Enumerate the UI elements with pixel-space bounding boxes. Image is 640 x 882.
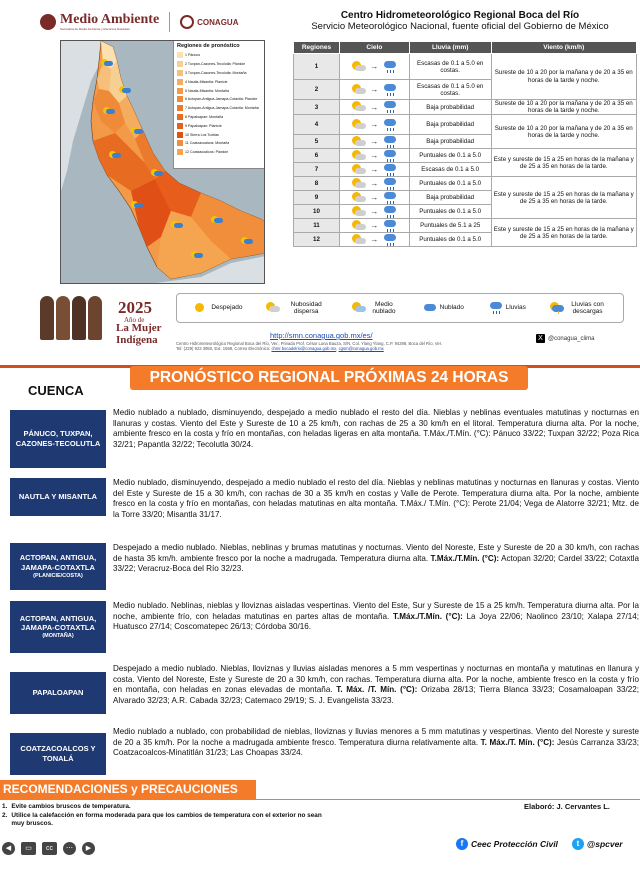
sky-legend bbox=[176, 293, 624, 323]
map-weather-icon bbox=[171, 221, 183, 230]
partly-cloudy-icon bbox=[351, 61, 367, 73]
sun-icon bbox=[192, 302, 208, 314]
twitter-link[interactable] bbox=[572, 838, 623, 850]
map-legend-row bbox=[177, 121, 262, 130]
regions-forecast-table bbox=[293, 41, 637, 247]
map-legend-row bbox=[177, 86, 262, 95]
legend-swatch bbox=[177, 123, 183, 129]
rain-icon bbox=[381, 178, 397, 190]
map-weather-icon bbox=[103, 107, 115, 116]
rain-value: Baja probabilidad bbox=[409, 191, 491, 205]
contact-address bbox=[176, 341, 536, 352]
wind-value: Este y sureste de 15 a 25 en horas de la mañana y de 25 a 35 en horas de la tarde. bbox=[491, 177, 636, 219]
recommendations-divider bbox=[0, 799, 640, 800]
recommendations-banner: RECOMENDACIONES y PRECAUCIONES bbox=[0, 780, 256, 799]
rain-value: Puntuales de 0.1 a 5.0 bbox=[409, 205, 491, 219]
legend-swatch bbox=[177, 88, 183, 94]
sky-cell bbox=[339, 163, 409, 177]
map-weather-icon bbox=[151, 169, 163, 178]
arrow-right-icon: → bbox=[370, 193, 379, 203]
top-section bbox=[0, 0, 640, 365]
arrow-right-icon: → bbox=[370, 207, 379, 217]
forecast-text: Despejado a medio nublado. Nieblas, lloviznas y lluvias aisladas menores a 5 mm vespertinas y nocturnas en montaña y matutinas en llanura y costa. Viento del Noreste, Este y Sureste de 20 a 30 km/h, con rachas. Temperatura diurna alta. Por la noche, ambiente fresco en la costa y frío en montaña, con heladas en zonas elevadas de montaña. T. Máx. /T. Mín. (°C): Orizaba 28/13; Tierra Blanca 33/23; Cosamaloapan 33/22; Alvarado 32/23; A.R. Cabada 32/23; Catemaco 29/19; S. J. Evangelista 33/23. bbox=[113, 664, 639, 706]
medio-ambiente-logo-text: Medio Ambiente bbox=[60, 12, 160, 27]
legend-label: Despejado bbox=[211, 304, 243, 312]
sky-cell bbox=[339, 177, 409, 191]
region-number: 6 bbox=[294, 149, 340, 163]
partly-cloudy-icon bbox=[351, 119, 367, 131]
phone-text: Tel: (229) 923 3950, Ext. 1568, Correo Electrónico: bbox=[176, 346, 271, 352]
legend-label: Lluvias con descargas bbox=[571, 300, 604, 315]
regions-map bbox=[60, 40, 265, 284]
center-title: Centro Hidrometeorológico Regional Boca del Río bbox=[340, 10, 580, 21]
recommendations-list bbox=[2, 803, 322, 829]
legend-despejado bbox=[192, 302, 242, 314]
legend-swatch bbox=[177, 105, 183, 111]
map-weather-icon bbox=[211, 216, 223, 225]
table-row bbox=[294, 149, 637, 163]
map-legend-row bbox=[177, 69, 262, 78]
legend-swatch bbox=[177, 140, 183, 146]
legend-region-label: 11 Coatzacoalcos: Montaña bbox=[185, 141, 230, 146]
legend-label: Nubosidad dispersa bbox=[290, 300, 322, 315]
legend-swatch bbox=[177, 61, 183, 67]
rain-icon bbox=[381, 150, 397, 162]
conagua-emblem-icon bbox=[180, 15, 194, 29]
map-legend-row bbox=[177, 139, 262, 148]
legend-label: Medio nublado bbox=[372, 300, 396, 315]
legend-swatch bbox=[177, 70, 183, 76]
fit-page-icon[interactable]: ▭ bbox=[21, 842, 36, 855]
rain-icon bbox=[381, 234, 397, 246]
rain-value: Puntuales de 0.1 a 5.0 bbox=[409, 177, 491, 191]
map-legend-row bbox=[177, 77, 262, 86]
wind-value: Este y sureste de 15 a 25 en horas de la mañana y de 25 a 35 en horas de la tarde. bbox=[491, 219, 636, 247]
legend-swatch bbox=[177, 114, 183, 120]
ano-mujer-indigena-brand bbox=[38, 292, 178, 344]
partly-cloudy-icon bbox=[351, 101, 367, 113]
rain-icon bbox=[381, 220, 397, 232]
legend-lluvias bbox=[487, 302, 526, 314]
twitter-icon: t bbox=[572, 838, 584, 850]
map-weather-icon bbox=[131, 201, 143, 210]
legend-medio-nublado bbox=[351, 301, 398, 315]
rain-value: Puntuales de 5.1 a 25 bbox=[409, 219, 491, 233]
region-number: 2 bbox=[294, 80, 340, 100]
medio-ambiente-logo-subtext: Secretaría de Medio Ambiente y Recursos Naturales bbox=[60, 27, 130, 31]
brand-line-2-3 bbox=[116, 323, 162, 346]
region-number: 1 bbox=[294, 54, 340, 80]
region-number: 7 bbox=[294, 163, 340, 177]
table-row bbox=[294, 54, 637, 80]
conagua-logo bbox=[180, 15, 238, 29]
rain-icon bbox=[381, 101, 397, 113]
sky-cell bbox=[339, 135, 409, 149]
partly-cloudy-icon bbox=[351, 136, 367, 148]
phone-email-line: Tel: (229) 923 3950, Ext. 1568, Correo Electrónico: chmr.bocadelrio@conagua.gob.mx, cgsm@conagua.gob.mx bbox=[176, 346, 384, 352]
cloud-icon bbox=[421, 302, 437, 314]
region-number: 10 bbox=[294, 205, 340, 219]
forecast-text: Medio nublado. Neblinas, nieblas y lloviznas aisladas vespertinas. Viento del Este, Sur y Sureste de 15 a 25 km/h. Temperatura diurna alta. Por la noche, ambiente frío, con heladas matutinas en partes altas de montaña. T.Máx./T.Mín. (°C): La Joya 22/06; Naolinco 23/10; Xalapa 27/14; Huatusco 27/14; Coscomatepec 26/13; Córdoba 30/16. bbox=[113, 601, 639, 632]
logos bbox=[40, 12, 239, 32]
rain-value: Escasas de 0.1 a 5.0 en costas. bbox=[409, 80, 491, 100]
sky-cell bbox=[339, 191, 409, 205]
arrow-right-icon: → bbox=[370, 151, 379, 161]
map-weather-icon bbox=[119, 86, 131, 95]
map-legend-row bbox=[177, 113, 262, 122]
legend-region-label: 10 Sierra Los Tuxtlas bbox=[185, 132, 219, 137]
legend-region-label: 2 Tuxpan-Cazones-Tecolutla: Planicie bbox=[185, 62, 246, 67]
rain-icon bbox=[381, 61, 397, 73]
map-weather-icon bbox=[131, 127, 143, 136]
rain-value: Escasas de 0.1 a 5.0 en costas. bbox=[409, 54, 491, 80]
region-number: 4 bbox=[294, 115, 340, 135]
partly-cloudy-icon bbox=[351, 84, 367, 96]
region-number: 12 bbox=[294, 233, 340, 247]
arrow-right-icon: → bbox=[370, 235, 379, 245]
legend-region-label: 5 Nautla-Misantla: Montaña bbox=[185, 88, 229, 93]
x-logo-icon: X bbox=[536, 334, 545, 343]
map-legend-row bbox=[177, 51, 262, 60]
wind-value: Sureste de 10 a 20 por la mañana y de 20 a 35 en horas de la tarde y noche. bbox=[491, 54, 636, 100]
map-weather-icon bbox=[241, 237, 253, 246]
table-header-regiones: Regiones bbox=[294, 42, 340, 54]
arrow-right-icon: → bbox=[370, 179, 379, 189]
map-legend-row bbox=[177, 95, 262, 104]
partly-cloudy-icon bbox=[351, 192, 367, 204]
arrow-right-icon: → bbox=[370, 62, 379, 71]
partly-cloudy-icon bbox=[351, 220, 367, 232]
legend-region-label: 8 Papaloapan: Montaña bbox=[185, 114, 224, 119]
rain-icon bbox=[381, 164, 397, 176]
legend-region-label: 12 Coatzacoalcos: Planicie bbox=[185, 150, 229, 155]
email-link-1[interactable]: chmr.bocadelrio@conagua.gob.mx bbox=[271, 346, 337, 352]
facebook-icon: f bbox=[456, 838, 468, 850]
cuenca-label: ACTOPAN, ANTIGUA, JAMAPA-COTAXTLA (MONTAÑA) bbox=[10, 601, 106, 653]
legend-nublado bbox=[421, 302, 464, 314]
table-header-viento: Viento (km/h) bbox=[491, 42, 636, 54]
sky-cell bbox=[339, 149, 409, 163]
recommendation-item: 1. Evite cambios bruscos de temperatura. bbox=[2, 803, 131, 810]
legend-swatch bbox=[177, 96, 183, 102]
partly-cloudy-icon bbox=[351, 178, 367, 190]
rain-value: Escasas de 0.1 a 5.0 bbox=[409, 163, 491, 177]
arrow-right-icon: → bbox=[370, 120, 379, 130]
recommendation-item: 2. Utilice la calefacción en forma moderada para que los cambios de temperatura con el exterior no sean muy bruscos. bbox=[2, 811, 322, 828]
legend-region-label: 1 Pánuco bbox=[185, 53, 201, 58]
author-credit: Elaboró: J. Cervantes L. bbox=[524, 802, 610, 811]
partly-cloudy-icon bbox=[351, 150, 367, 162]
table-row bbox=[294, 219, 637, 233]
region-number: 3 bbox=[294, 100, 340, 115]
legend-region-label: 4 Nautla-Misantla: Planicie bbox=[185, 79, 228, 84]
sky-cell bbox=[339, 219, 409, 233]
twitter-label: @spcver bbox=[586, 839, 623, 849]
legend-swatch bbox=[177, 149, 183, 155]
back-icon[interactable]: ◀ bbox=[2, 842, 15, 855]
sky-cell bbox=[339, 54, 409, 80]
region-number: 8 bbox=[294, 177, 340, 191]
forecast-banner-title: PRONÓSTICO REGIONAL PRÓXIMAS 24 HORAS bbox=[130, 366, 528, 390]
header-title-block bbox=[310, 10, 610, 32]
table-row bbox=[294, 177, 637, 191]
rain-value: Puntuales de 0.1 a 5.0 bbox=[409, 149, 491, 163]
cuenca-heading: CUENCA bbox=[28, 383, 84, 398]
rain-icon bbox=[487, 302, 503, 314]
map-weather-icon bbox=[101, 59, 113, 68]
map-legend-row bbox=[177, 104, 262, 113]
region-number: 9 bbox=[294, 191, 340, 205]
legend-swatch bbox=[177, 52, 183, 58]
arrow-right-icon: → bbox=[370, 137, 379, 147]
cuenca-label: NAUTLA Y MISANTLA bbox=[10, 478, 106, 516]
legend-swatch bbox=[177, 79, 183, 85]
table-row bbox=[294, 115, 637, 135]
region-number: 5 bbox=[294, 135, 340, 149]
map-weather-icon bbox=[109, 151, 121, 160]
conagua-logo-text: CONAGUA bbox=[197, 17, 239, 27]
table-header-cielo: Cielo bbox=[339, 42, 409, 54]
rain-icon bbox=[381, 206, 397, 218]
map-legend bbox=[173, 41, 265, 169]
map-legend-title: Regiones de pronóstico bbox=[177, 43, 240, 49]
rain-icon bbox=[381, 119, 397, 131]
cuenca-label: PÁNUCO, TUXPAN, CAZONES-TECOLUTLA bbox=[10, 410, 106, 468]
legend-lluvias-con-descargas bbox=[549, 301, 608, 315]
wind-value: Sureste de 10 a 20 por la mañana y de 20 a 35 en horas de la tarde y noche. bbox=[491, 100, 636, 115]
brand-line-1: Año de bbox=[124, 316, 145, 324]
forecast-text: Medio nublado, disminuyendo, despejado a medio nublado el resto del día. Nieblas y neblinas matutinas y nocturnas en llanuras y costas. Viento del Este y Sureste de 15 a 30 km/h, con rachas de 30 a 35 km/h en costas y Valle de Perote. Temperatura diurna alta. Por la noche, ambiente fresco en la costa y frío en montañas, con heladas matutinas en alta montaña. T.Máx./ T.Mín. (°C): Perote 21/04; Vega de Alatorre 32/21; Mtz. de la Torre 33/20; Misantla 31/17. bbox=[113, 478, 639, 520]
facebook-label: Ceec Protección Civil bbox=[471, 839, 558, 849]
brand-year: 2025 bbox=[118, 298, 152, 317]
legend-nubosidad-dispersa bbox=[265, 301, 328, 315]
brand-line-3: Indígena bbox=[116, 333, 158, 346]
rain-value: Puntuales de 0.1 a 5.0 bbox=[409, 233, 491, 247]
region-number: 11 bbox=[294, 219, 340, 233]
wind-value: Este y sureste de 15 a 25 en horas de la mañana y de 25 a 35 en horas de la tarde. bbox=[491, 149, 636, 177]
medio-ambiente-logo bbox=[40, 13, 159, 31]
forecast-text: Medio nublado a nublado, con probabilidad de nieblas, lloviznas y lluvias menores a 5 mm matutinas y vespertinas. Viento del Noreste y sureste de 20 a 35 km/h. Por la noche a madrugada ambiente fresco. Temperatura diurna relativamente alta. T. Máx./T. Mín. (°C): Jesús Carranza 33/23; Coatzacoalcos-Minatitlán 31/23; Las Choapas 33/24. bbox=[113, 727, 639, 758]
indigenous-women-illustration bbox=[38, 292, 108, 344]
email-link-2[interactable]: cgsm@conagua.gob.mx bbox=[338, 346, 384, 352]
storm-icon bbox=[549, 302, 565, 314]
x-handle-text: @conagua_clima bbox=[548, 335, 595, 342]
legend-region-label: 9 Papaloapan: Planicie bbox=[185, 123, 222, 128]
map-weather-icon bbox=[191, 251, 203, 260]
sky-cell bbox=[339, 205, 409, 219]
partly-cloudy-icon bbox=[351, 206, 367, 218]
table-header-lluvia: Lluvia (mm) bbox=[409, 42, 491, 54]
sky-cell bbox=[339, 115, 409, 135]
legend-region-label: 3 Tuxpan-Cazones-Tecolutla: Montaña bbox=[185, 70, 247, 75]
map-legend-row bbox=[177, 130, 262, 139]
smn-url-link[interactable]: http://smn.conagua.gob.mx/es/ bbox=[270, 331, 373, 340]
forecast-text: Despejado a medio nublado. Nieblas, neblinas y brumas matutinas y nocturnas. Viento del Noreste, Este y Sureste de 20 a 30 km/h, con rachas de hasta 35 km/h. ambiente fresco por la noche a madrugada. Temperatura diurna alta. T.Máx./T.Mín. (°C): Actopan 32/20; Cardel 33/22; Cotaxtla 33/22; Veracruz-Boca del Río 32/23. bbox=[113, 543, 639, 574]
viewer-toolbar bbox=[2, 842, 95, 855]
map-legend-row bbox=[177, 60, 262, 69]
rain-value: Baja probabilidad bbox=[409, 115, 491, 135]
address-text: Centro Hidrometeorológico Regional Boca del Río, Ver., Privada Prof. César Luna Bauza, S/N. Col. Ylang Ylang, C.P. 94298, Boca del Río, Ver. bbox=[176, 341, 443, 346]
forward-icon[interactable]: ▶ bbox=[82, 842, 95, 855]
legend-region-label: 7 Actopan-Antigua-Jamapa-Cotaxtla: Montaña bbox=[185, 106, 259, 111]
arrow-right-icon: → bbox=[370, 165, 379, 175]
center-subtitle: Servicio Meteorológico Nacional, fuente oficial del Gobierno de México bbox=[311, 21, 609, 32]
partly-cloudy-icon bbox=[351, 234, 367, 246]
logo-divider bbox=[169, 12, 170, 32]
forecast-text: Medio nublado a nublado, disminuyendo, despejado a medio nublado el resto del día. Nieblas y neblinas eventuales matutinas y nocturnas en llanuras y costas. Viento del Este y Sureste de 10 a 25 km/h, con rachas de 25 a 30 km/h en el litoral. Temperatura diurna alta. Por la noche, ambiente fresco en la costa y frío en montañas, con heladas ligeras en alta montaña. T.Máx./T.Mín. (°C): Pánuco 33/22; Tuxpan 32/22; Poza Rica 32/21; Papantla 32/22; Tecolutla 30/24. bbox=[113, 408, 639, 450]
partly-cloudy-icon bbox=[265, 302, 281, 314]
captions-icon[interactable]: cc bbox=[42, 842, 57, 855]
rain-value: Baja probabilidad bbox=[409, 135, 491, 149]
mostly-cloudy-icon bbox=[351, 302, 367, 314]
sky-cell bbox=[339, 233, 409, 247]
cuenca-label: COATZACOALCOS Y TONALÁ bbox=[10, 733, 106, 775]
rain-icon bbox=[381, 84, 397, 96]
partly-cloudy-icon bbox=[351, 164, 367, 176]
legend-label: Lluvias bbox=[505, 304, 526, 312]
sky-cell bbox=[339, 80, 409, 100]
legend-label: Nublado bbox=[439, 304, 464, 312]
brand-line-2: La Mujer bbox=[116, 322, 162, 334]
rain-icon bbox=[381, 136, 397, 148]
sky-cell bbox=[339, 100, 409, 115]
arrow-right-icon: → bbox=[370, 85, 379, 94]
facebook-link[interactable] bbox=[456, 838, 558, 850]
x-handle[interactable] bbox=[536, 334, 594, 343]
table-row bbox=[294, 100, 637, 115]
more-options-icon[interactable]: ⋯ bbox=[63, 842, 76, 855]
map-legend-row bbox=[177, 148, 262, 157]
rain-icon bbox=[381, 192, 397, 204]
legend-swatch bbox=[177, 132, 183, 138]
semarnat-emblem-icon bbox=[40, 14, 56, 30]
social-links bbox=[456, 838, 623, 850]
rain-value: Baja probabilidad bbox=[409, 100, 491, 115]
cuenca-label: ACTOPAN, ANTIGUA, JAMAPA-COTAXTLA (PLANICIE/COSTA) bbox=[10, 543, 106, 590]
arrow-right-icon: → bbox=[370, 102, 379, 112]
cuenca-label: PAPALOAPAN bbox=[10, 672, 106, 714]
arrow-right-icon: → bbox=[370, 221, 379, 231]
wind-value: Sureste de 10 a 20 por la mañana y de 20 a 35 en horas de la tarde y noche. bbox=[491, 115, 636, 149]
legend-region-label: 6 Actopan-Antigua-Jamapa-Cotaxtla: Planicie bbox=[185, 97, 258, 102]
